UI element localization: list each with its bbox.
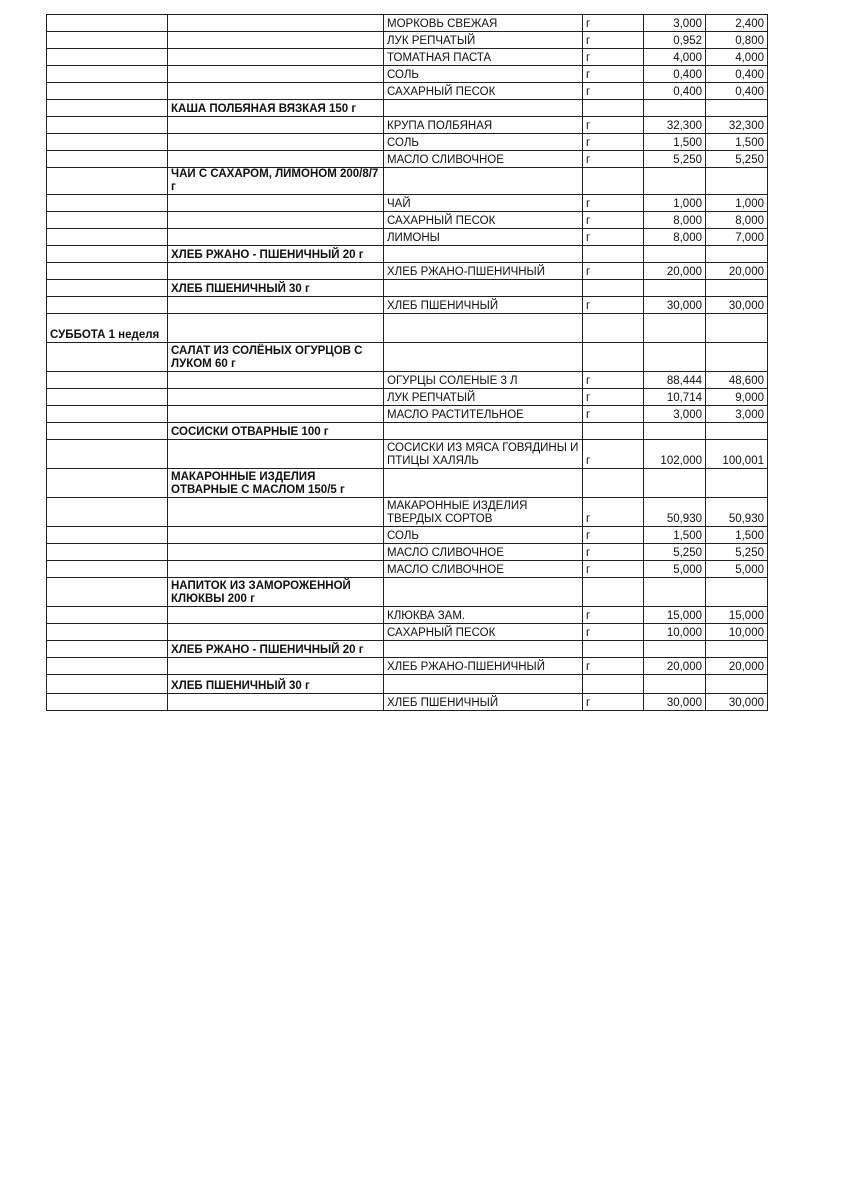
table-row (47, 297, 768, 314)
ingredient-cell: ХЛЕБ РЖАНО-ПШЕНИЧНЫЙ (384, 263, 583, 280)
day-cell (47, 607, 168, 624)
unit-cell: г (583, 83, 644, 100)
net-cell: 1,500 (706, 527, 768, 544)
unit-cell: г (583, 151, 644, 168)
unit-cell: г (583, 440, 644, 469)
ingredient-cell (384, 100, 583, 117)
unit-cell: г (583, 212, 644, 229)
gross-cell: 0,952 (644, 32, 706, 49)
net-cell (706, 314, 768, 343)
gross-cell: 1,500 (644, 134, 706, 151)
ingredient-cell (384, 280, 583, 297)
day-cell (47, 151, 168, 168)
table-row (47, 561, 768, 578)
gross-cell (644, 100, 706, 117)
dish-cell (168, 372, 384, 389)
gross-cell: 3,000 (644, 15, 706, 32)
table-row (47, 32, 768, 49)
net-cell (706, 246, 768, 263)
day-cell (47, 469, 168, 498)
unit-cell: г (583, 389, 644, 406)
ingredient-cell: ЛУК РЕПЧАТЫЙ (384, 32, 583, 49)
net-cell (706, 343, 768, 372)
unit-cell (583, 675, 644, 694)
dish-cell (168, 544, 384, 561)
day-cell (47, 83, 168, 100)
gross-cell: 5,250 (644, 544, 706, 561)
day-cell (47, 263, 168, 280)
day-cell (47, 406, 168, 423)
ingredient-cell (384, 641, 583, 658)
ingredient-cell: МАКАРОННЫЕ ИЗДЕЛИЯ ТВЕРДЫХ СОРТОВ (384, 498, 583, 527)
ingredient-cell: СОЛЬ (384, 134, 583, 151)
dish-cell (168, 498, 384, 527)
table-row (47, 578, 768, 607)
net-cell: 5,250 (706, 151, 768, 168)
day-cell (47, 246, 168, 263)
table-row (47, 15, 768, 32)
net-cell: 1,000 (706, 195, 768, 212)
net-cell: 5,250 (706, 544, 768, 561)
gross-cell: 0,400 (644, 66, 706, 83)
unit-cell (583, 343, 644, 372)
ingredient-cell: СОСИСКИ ИЗ МЯСА ГОВЯДИНЫ И ПТИЦЫ ХАЛЯЛЬ (384, 440, 583, 469)
day-cell (47, 641, 168, 658)
table-row (47, 195, 768, 212)
day-cell (47, 694, 168, 711)
ingredient-cell: САХАРНЫЙ ПЕСОК (384, 624, 583, 641)
gross-cell: 30,000 (644, 297, 706, 314)
table-row (47, 607, 768, 624)
table-row (47, 440, 768, 469)
day-cell (47, 100, 168, 117)
table-row (47, 675, 768, 694)
dish-cell (168, 314, 384, 343)
ingredient-cell: МАСЛО СЛИВОЧНОЕ (384, 561, 583, 578)
net-cell (706, 578, 768, 607)
gross-cell: 5,000 (644, 561, 706, 578)
dish-cell: СОСИСКИ ОТВАРНЫЕ 100 г (168, 423, 384, 440)
unit-cell (583, 314, 644, 343)
gross-cell: 20,000 (644, 658, 706, 675)
gross-cell (644, 675, 706, 694)
ingredient-cell: ЛИМОНЫ (384, 229, 583, 246)
table-row (47, 694, 768, 711)
day-cell (47, 15, 168, 32)
net-cell (706, 641, 768, 658)
dish-cell: МАКАРОННЫЕ ИЗДЕЛИЯ ОТВАРНЫЕ С МАСЛОМ 150/5 г (168, 469, 384, 498)
ingredient-cell: СОЛЬ (384, 66, 583, 83)
table-row (47, 498, 768, 527)
net-cell: 0,400 (706, 66, 768, 83)
day-cell (47, 578, 168, 607)
unit-cell (583, 168, 644, 195)
gross-cell: 20,000 (644, 263, 706, 280)
net-cell (706, 168, 768, 195)
table-row (47, 212, 768, 229)
table-row (47, 280, 768, 297)
gross-cell: 1,500 (644, 527, 706, 544)
ingredient-cell: СОЛЬ (384, 527, 583, 544)
unit-cell: г (583, 527, 644, 544)
gross-cell: 32,300 (644, 117, 706, 134)
dish-cell: НАПИТОК ИЗ ЗАМОРОЖЕННОЙ КЛЮКВЫ 200 г (168, 578, 384, 607)
dish-cell (168, 212, 384, 229)
menu-table-body (47, 15, 768, 711)
day-cell (47, 624, 168, 641)
ingredient-cell (384, 469, 583, 498)
unit-cell: г (583, 561, 644, 578)
gross-cell: 8,000 (644, 212, 706, 229)
table-row (47, 658, 768, 675)
ingredient-cell: МАСЛО СЛИВОЧНОЕ (384, 544, 583, 561)
unit-cell: г (583, 544, 644, 561)
gross-cell: 30,000 (644, 694, 706, 711)
day-cell (47, 297, 168, 314)
net-cell: 0,400 (706, 83, 768, 100)
dish-cell (168, 83, 384, 100)
gross-cell (644, 641, 706, 658)
unit-cell (583, 100, 644, 117)
table-row (47, 229, 768, 246)
dish-cell: ЧАЙ С САХАРОМ, ЛИМОНОМ 200/8/7 г (168, 168, 384, 195)
net-cell: 50,930 (706, 498, 768, 527)
unit-cell: г (583, 195, 644, 212)
day-cell (47, 32, 168, 49)
gross-cell: 102,000 (644, 440, 706, 469)
gross-cell: 1,000 (644, 195, 706, 212)
unit-cell: г (583, 117, 644, 134)
ingredient-cell (384, 343, 583, 372)
ingredient-cell: ЛУК РЕПЧАТЫЙ (384, 389, 583, 406)
day-cell (47, 195, 168, 212)
table-row (47, 134, 768, 151)
dish-cell: ХЛЕБ ПШЕНИЧНЫЙ 30 г (168, 280, 384, 297)
day-cell (47, 229, 168, 246)
unit-cell: г (583, 694, 644, 711)
dish-cell (168, 389, 384, 406)
ingredient-cell: ХЛЕБ ПШЕНИЧНЫЙ (384, 297, 583, 314)
dish-cell (168, 66, 384, 83)
dish-cell (168, 15, 384, 32)
gross-cell (644, 246, 706, 263)
ingredient-cell: САХАРНЫЙ ПЕСОК (384, 212, 583, 229)
day-cell (47, 280, 168, 297)
gross-cell (644, 423, 706, 440)
net-cell (706, 100, 768, 117)
ingredient-cell: КРУПА ПОЛБЯНАЯ (384, 117, 583, 134)
table-row (47, 49, 768, 66)
gross-cell (644, 168, 706, 195)
dish-cell (168, 263, 384, 280)
day-cell (47, 423, 168, 440)
day-cell (47, 498, 168, 527)
unit-cell: г (583, 15, 644, 32)
dish-cell (168, 229, 384, 246)
gross-cell: 8,000 (644, 229, 706, 246)
table-row (47, 246, 768, 263)
dish-cell (168, 297, 384, 314)
gross-cell: 10,000 (644, 624, 706, 641)
net-cell: 2,400 (706, 15, 768, 32)
day-cell (47, 372, 168, 389)
day-cell: СУББОТА 1 неделя (47, 314, 168, 343)
net-cell: 5,000 (706, 561, 768, 578)
net-cell: 15,000 (706, 607, 768, 624)
ingredient-cell (384, 246, 583, 263)
table-row (47, 423, 768, 440)
dish-cell (168, 49, 384, 66)
net-cell (706, 423, 768, 440)
dish-cell: ХЛЕБ ПШЕНИЧНЫЙ 30 г (168, 675, 384, 694)
day-cell (47, 440, 168, 469)
gross-cell: 0,400 (644, 83, 706, 100)
gross-cell: 3,000 (644, 406, 706, 423)
dish-cell (168, 32, 384, 49)
table-row (47, 641, 768, 658)
unit-cell: г (583, 372, 644, 389)
gross-cell: 15,000 (644, 607, 706, 624)
gross-cell: 50,930 (644, 498, 706, 527)
gross-cell (644, 314, 706, 343)
day-cell (47, 49, 168, 66)
net-cell: 9,000 (706, 389, 768, 406)
dish-cell: ХЛЕБ РЖАНО - ПШЕНИЧНЫЙ 20 г (168, 641, 384, 658)
unit-cell (583, 469, 644, 498)
dish-cell (168, 658, 384, 675)
table-row (47, 66, 768, 83)
table-row (47, 406, 768, 423)
day-cell (47, 168, 168, 195)
unit-cell: г (583, 406, 644, 423)
net-cell: 48,600 (706, 372, 768, 389)
net-cell: 32,300 (706, 117, 768, 134)
table-row (47, 469, 768, 498)
unit-cell (583, 423, 644, 440)
net-cell: 30,000 (706, 694, 768, 711)
net-cell: 10,000 (706, 624, 768, 641)
dish-cell (168, 607, 384, 624)
ingredient-cell: ТОМАТНАЯ ПАСТА (384, 49, 583, 66)
net-cell: 8,000 (706, 212, 768, 229)
ingredient-cell: МАСЛО СЛИВОЧНОЕ (384, 151, 583, 168)
ingredient-cell (384, 168, 583, 195)
unit-cell: г (583, 624, 644, 641)
gross-cell (644, 280, 706, 297)
dish-cell (168, 527, 384, 544)
table-row (47, 527, 768, 544)
table-row (47, 314, 768, 343)
net-cell: 20,000 (706, 263, 768, 280)
table-row (47, 372, 768, 389)
ingredient-cell: МОРКОВЬ СВЕЖАЯ (384, 15, 583, 32)
gross-cell (644, 343, 706, 372)
dish-cell (168, 440, 384, 469)
unit-cell: г (583, 607, 644, 624)
table-row (47, 168, 768, 195)
table-row (47, 389, 768, 406)
ingredient-cell (384, 314, 583, 343)
gross-cell: 10,714 (644, 389, 706, 406)
net-cell: 3,000 (706, 406, 768, 423)
ingredient-cell: МАСЛО РАСТИТЕЛЬНОЕ (384, 406, 583, 423)
gross-cell: 4,000 (644, 49, 706, 66)
dish-cell (168, 406, 384, 423)
ingredient-cell: ХЛЕБ РЖАНО-ПШЕНИЧНЫЙ (384, 658, 583, 675)
day-cell (47, 134, 168, 151)
net-cell: 100,001 (706, 440, 768, 469)
dish-cell (168, 134, 384, 151)
unit-cell: г (583, 32, 644, 49)
unit-cell: г (583, 658, 644, 675)
table-row (47, 83, 768, 100)
day-cell (47, 658, 168, 675)
day-cell (47, 544, 168, 561)
dish-cell (168, 624, 384, 641)
net-cell: 4,000 (706, 49, 768, 66)
table-row (47, 100, 768, 117)
net-cell: 0,800 (706, 32, 768, 49)
ingredient-cell: САХАРНЫЙ ПЕСОК (384, 83, 583, 100)
ingredient-cell (384, 578, 583, 607)
dish-cell (168, 694, 384, 711)
table-row (47, 624, 768, 641)
menu-table (46, 14, 768, 711)
ingredient-cell: ОГУРЦЫ СОЛЕНЫЕ 3 Л (384, 372, 583, 389)
menu-sheet (46, 14, 768, 711)
ingredient-cell: ЧАЙ (384, 195, 583, 212)
dish-cell: КАША ПОЛБЯНАЯ ВЯЗКАЯ 150 г (168, 100, 384, 117)
unit-cell (583, 280, 644, 297)
unit-cell: г (583, 229, 644, 246)
unit-cell: г (583, 297, 644, 314)
gross-cell (644, 469, 706, 498)
net-cell: 30,000 (706, 297, 768, 314)
day-cell (47, 66, 168, 83)
gross-cell (644, 578, 706, 607)
dish-cell (168, 117, 384, 134)
net-cell (706, 469, 768, 498)
table-row (47, 151, 768, 168)
net-cell (706, 280, 768, 297)
day-cell (47, 343, 168, 372)
ingredient-cell: ХЛЕБ ПШЕНИЧНЫЙ (384, 694, 583, 711)
day-cell (47, 527, 168, 544)
table-row (47, 263, 768, 280)
net-cell: 1,500 (706, 134, 768, 151)
day-cell (47, 389, 168, 406)
gross-cell: 88,444 (644, 372, 706, 389)
dish-cell: ХЛЕБ РЖАНО - ПШЕНИЧНЫЙ 20 г (168, 246, 384, 263)
day-cell (47, 561, 168, 578)
ingredient-cell (384, 423, 583, 440)
dish-cell (168, 561, 384, 578)
gross-cell: 5,250 (644, 151, 706, 168)
table-row (47, 544, 768, 561)
day-cell (47, 117, 168, 134)
dish-cell (168, 195, 384, 212)
unit-cell (583, 578, 644, 607)
unit-cell: г (583, 134, 644, 151)
unit-cell: г (583, 263, 644, 280)
ingredient-cell: КЛЮКВА ЗАМ. (384, 607, 583, 624)
dish-cell: САЛАТ ИЗ СОЛЁНЫХ ОГУРЦОВ С ЛУКОМ 60 г (168, 343, 384, 372)
table-row (47, 343, 768, 372)
unit-cell: г (583, 498, 644, 527)
net-cell: 7,000 (706, 229, 768, 246)
day-cell (47, 212, 168, 229)
day-cell (47, 675, 168, 694)
unit-cell: г (583, 66, 644, 83)
unit-cell (583, 641, 644, 658)
table-row (47, 117, 768, 134)
dish-cell (168, 151, 384, 168)
net-cell (706, 675, 768, 694)
unit-cell (583, 246, 644, 263)
net-cell: 20,000 (706, 658, 768, 675)
unit-cell: г (583, 49, 644, 66)
ingredient-cell (384, 675, 583, 694)
